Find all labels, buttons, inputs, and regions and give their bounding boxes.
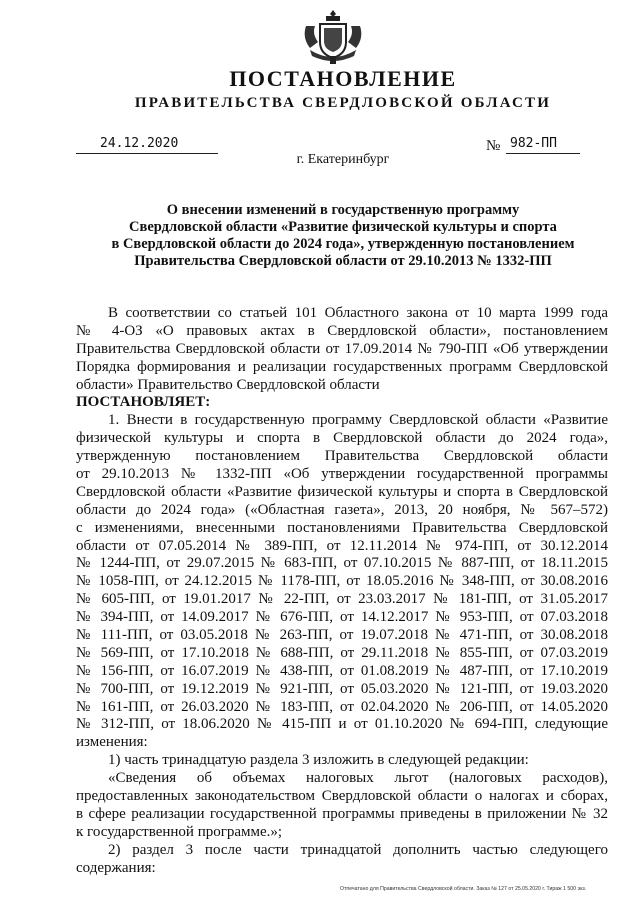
document-date: 24.12.2020 [76,137,218,154]
body-line: Правительства Свердловской области от 17.09.2014 № 790-ПП «Об утверждении [76,340,608,357]
document-issuer: ПРАВИТЕЛЬСТВА СВЕРДЛОВСКОЙ ОБЛАСТИ [134,95,552,111]
body-line: № 312-ПП, от 18.06.2020 № 415-ПП и от 01.10.2020 № 694-ПП, следующие [76,716,608,733]
body-line: № 156-ПП, от 16.07.2019 № 438-ПП, от 01.08.2019 № 487-ПП, от 17.10.2019 [76,662,608,679]
resolution-keyword: ПОСТАНОВЛЯЕТ: [76,394,211,411]
body-line: области от 07.05.2014 № 389-ПП, от 12.11.2014 № 974-ПП, от 30.12.2014 [76,537,608,554]
body-line: Свердловской области «Развитие физической культуры и спорта в Свердловской [76,483,608,500]
body-line: В соответствии со статьей 101 Областного закона от 10 марта 1999 года [108,305,608,321]
heading-line: в Свердловской области до 2024 года», утвержденную постановлением [111,236,575,252]
body-line: № 569-ПП, от 17.10.2018 № 688-ПП, от 29.11.2018 № 855-ПП, от 07.03.2019 [76,644,608,661]
body-line: 1) часть тринадцатую раздела 3 изложить в следующей редакции: [108,752,529,769]
document-heading [60,202,626,270]
body-line: области до 2024 года» («Областная газета», 2013, 20 ноября, № 567–572) [76,501,608,518]
body-line: содержания: [76,859,156,876]
body-line: изменения: [76,734,148,751]
body-line: 2) раздел 3 после части тринадцатой дополнить частью следующего [108,841,608,858]
number-sign: № [486,138,501,154]
document-body [76,305,608,878]
document-city: г. Екатеринбург [296,152,390,167]
body-line: с изменениями, внесенными постановлениями Правительства Свердловской [76,519,608,536]
coat-of-arms-emblem [300,6,366,66]
body-line: от 29.10.2013 № 1332-ПП «Об утверждении государственной программы [76,466,608,483]
heading-line: Правительства Свердловской области от 29.10.2013 № 1332-ПП [134,253,552,269]
body-line: к государственной программе.»; [76,823,283,840]
body-line: № 394-ПП, от 14.09.2017 № 676-ПП, от 14.12.2017 № 953-ПП, от 07.03.2018 [76,609,608,626]
body-line: № 1244-ПП, от 29.07.2015 № 683-ПП, от 07.10.2015 № 887-ПП, от 18.11.2015 [76,555,608,572]
body-line: № 1058-ПП, от 24.12.2015 № 1178-ПП, от 18.05.2016 № 348-ПП, от 30.08.2016 [76,573,608,590]
body-line: 1. Внести в государственную программу Свердловской области «Развитие [108,412,608,429]
body-line: № 111-ПП, от 03.05.2018 № 263-ПП, от 19.07.2018 № 471-ПП, от 30.08.2018 [76,627,608,644]
body-line: № 161-ПП, от 26.03.2020 № 183-ПП, от 02.04.2020 № 206-ПП, от 14.05.2020 [76,698,608,715]
body-line: области» Правительство Свердловской области [76,376,380,393]
body-line: физической культуры и спорта в Свердловской области до 2024 года», [76,430,608,447]
body-line: № 700-ПП, от 19.12.2019 № 921-ПП, от 05.03.2020 № 121-ПП, от 19.03.2020 [76,680,608,697]
body-line: предоставленных законодательством Свердловской области о налогах и сборах, [76,788,608,805]
body-line: № 4-ОЗ «О правовых актах в Свердловской области», постановлением [76,322,608,339]
document-number: 982-ПП [506,137,580,154]
body-line: «Сведения об объемах налоговых льгот (налоговых расходов), [108,770,608,787]
body-line: Порядка формирования и реализации государственных программ Свердловской [76,358,608,375]
heading-line: О внесении изменений в государственную программу [166,202,520,218]
heading-line: Свердловской области «Развитие физической культуры и спорта [129,219,557,235]
document-title: ПОСТАНОВЛЕНИЕ [229,66,457,91]
body-line: в сфере реализации государственной программы приведены в приложении № 32 [76,805,608,822]
body-line: № 605-ПП, от 19.01.2017 № 22-ПП, от 23.03.2017 № 181-ПП, от 31.05.2017 [76,591,608,608]
print-footer: Отпечатано для Правительства Свердловской области. Заказ № 127 от 25.05.2020 г. Тираж 1 500 экз. [340,886,587,892]
body-line: утвержденную постановлением Правительства Свердловской области [76,448,608,465]
